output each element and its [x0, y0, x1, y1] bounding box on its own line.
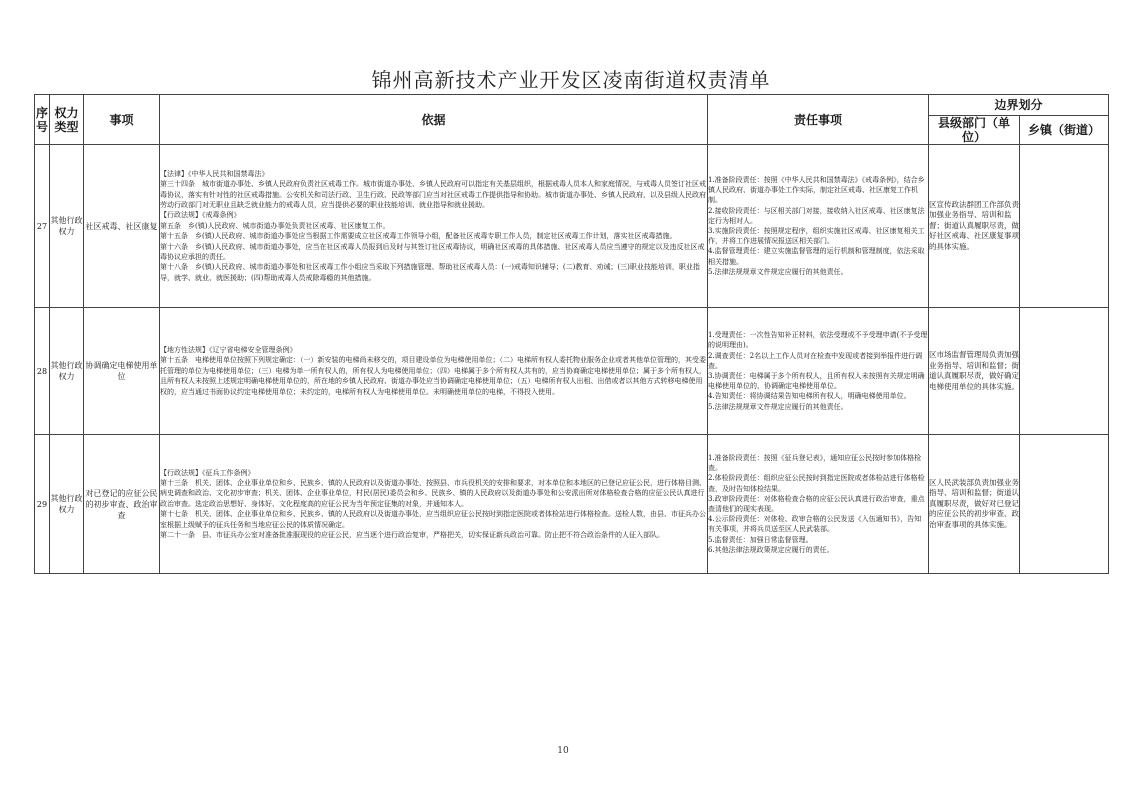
basis-line: 【法律】《中华人民共和国禁毒法》: [160, 169, 269, 178]
basis-line: 【行政法规】《征兵工作条例》: [160, 468, 255, 477]
table-row: [35, 435, 1109, 574]
responsibility-line: 1.准备阶段责任：按照《中华人民共和国禁毒法》《戒毒条例》，结合乡镇人民政府、街道办事处工作实际，制定社区戒毒、社区康复工作机制。: [708, 175, 925, 205]
responsibility-line: 5.法律法规规章文件规定应履行的其他责任。: [708, 267, 848, 276]
responsibility-line: 2.体检阶段责任：组织应征公民按时到指定医院或者体检站进行体格检查，及时告知体检结果。: [708, 474, 925, 493]
row-item: 协调确定电梯使用单位: [84, 308, 160, 435]
basis-line: 【地方性法规】《辽宁省电梯安全管理条例》: [160, 345, 297, 354]
row-town-boundary: [1020, 308, 1109, 435]
basis-line: 第三十四条 城市街道办事处、乡镇人民政府负责社区戒毒工作。城市街道办事处、乡镇人民政府可以指定有关基层组织，根据戒毒人员本人和家庭情况，与戒毒人员签订社区戒毒协议，落实有针对性的社区戒毒措施。公安机关和司法行政、卫生行政、民政等部门应当对社区戒毒工作提供指导和协助。城市街道办事处、乡镇人民政府，以及县级人民政府劳动行政部门对无职业且缺乏就业能力的戒毒人员，应当提供必要的职业技能培训、就业指导和就业援助。: [160, 180, 706, 209]
responsibility-line: 4.公示阶段责任：对体检、政审合格的公民发送《入伍通知书》，告知有关事项，并将兵员送至区人民武装部。: [708, 515, 922, 534]
row-basis: [160, 308, 708, 435]
responsibility-line: 3.协调责任：电梯属于多个所有权人，且所有权人未按照有关规定明确电梯使用单位的，协调确定电梯使用单位。: [708, 372, 925, 391]
row-town-boundary: [1020, 435, 1109, 574]
responsibility-line: 4.监督管理责任：建立实施监督管理的运行机制和管理制度，依法采取相关措施。: [708, 247, 925, 266]
header-responsibility: 责任事项: [708, 95, 929, 145]
table-row: [35, 145, 1109, 308]
basis-line: 第十六条 乡(镇)人民政府、城市街道办事处，应当在社区戒毒人员报到后及时与其签订社区戒毒协议，明确社区戒毒的具体措施、社区戒毒人员应当遵守的规定以及违反社区戒毒协议应承担的责任。: [160, 242, 705, 262]
basis-line: 第十八条 乡(镇)人民政府、城市街道办事处和社区戒毒工作小组应当采取下列措施管理、帮助社区戒毒人员：(一)戒毒知识辅导；(二)教育、劝诫；(三)职业技能培训，职业指导，就学、就业、就医援助；(四)帮助戒毒人员戒除毒瘾的其他措施。: [160, 263, 700, 282]
basis-line: 第十五条 电梯使用单位按照下列规定确定：（一）新安装的电梯尚未移交的，项目建设单位为电梯使用单位；（二）电梯所有权人委托物业服务企业或者其他单位管理的，其受委托管理的单位为电梯使用单位；（三）电梯为单一所有权人的，所有权人为电梯使用单位；（四）电梯属于多个所有权人共有的，应当协商确定电梯使用单位；属于多个所有权人，且所有权人未按照上述规定明确电梯使用单位的，所在地的乡镇人民政府、街道办事处应当协调确定电梯使用单位；（五）电梯所有权人出租、出借或者以其他方式转移电梯使用权的，应当通过书面协议约定电梯使用单位；未约定的，电梯所有权人为电梯使用单位。未明确使用单位的电梯，不得投入使用。: [160, 356, 706, 396]
row-responsibility: [708, 308, 929, 435]
row-county-boundary: 区市场监督管理局负责加强业务指导、培训和监督；街道认真履职尽责，做好确定电梯使用单位的具体实施。: [929, 308, 1020, 435]
responsibility-line: 5.监督责任：加强日常监督管理。: [708, 535, 813, 544]
header-basis: 依据: [160, 95, 708, 145]
row-power-type: 其他行政权力: [50, 435, 84, 574]
table-row: [35, 308, 1109, 435]
header-item: 事项: [84, 95, 160, 145]
responsibility-line: 3.政审阶段责任：对体格检查合格的应征公民认真进行政治审查，重点查清他们的现实表现。: [708, 494, 925, 513]
row-item: 社区戒毒、社区康复: [84, 145, 160, 308]
basis-line: 第十五条 乡(镇)人民政府、城市街道办事处应当根据工作需要成立社区戒毒工作领导小组，配备社区戒毒专职工作人员，制定社区戒毒工作计划，落实社区戒毒措施。: [160, 232, 677, 241]
row-seq: 27: [35, 145, 50, 308]
header-seq: 序号: [35, 95, 50, 145]
responsibility-line: 1.受理责任：一次性告知补正材料，依法受理或不予受理申请(不予受理的说明理由)。: [708, 331, 928, 350]
row-responsibility: [708, 145, 929, 308]
row-power-type: 其他行政权力: [50, 145, 84, 308]
header-type: 权力类型: [50, 95, 84, 145]
row-county-boundary: 区人民武装部负责加强业务指导、培训和监督；街道认真履职尽责，做好对已登记的应征公民的初步审查、政治审查事项的具体实施。: [929, 435, 1020, 574]
responsibility-line: 1.准备阶段责任：按照《征兵登记表》，通知应征公民按时参加体格检查。: [708, 453, 922, 473]
basis-line: 第十七条 机关、团体、企业事业单位和乡、民族乡、镇的人民政府以及街道办事处，应当组织应征公民按时到指定医院或者体检站进行体格检查。送检人数，由县、市征兵办公室根据上级赋予的征兵任务和当地应征公民的体质情况确定。: [160, 510, 706, 529]
row-town-boundary: [1020, 145, 1109, 308]
row-seq: 29: [35, 435, 50, 574]
responsibility-table: [34, 94, 1109, 574]
row-item: 对已登记的应征公民的初步审查、政治审查: [84, 435, 160, 574]
page-number: 10: [557, 746, 569, 756]
basis-line: 第十三条 机关、团体、企业事业单位和乡、民族乡、镇的人民政府以及街道办事处，按照县、市兵役机关的安排和要求，对本单位和本地区的已登记应征公民，进行体格目测、病史调查和政治、文化初步审查；机关、团体、企业事业单位，村民(居民)委员会和乡、民族乡、镇的人民政府以及街道办事处和公安派出所对体格检查合格的应征公民认真进行政治审查。选定政治思想好、身体好、文化程度高的应征公民为当年预定征集的对象，并通知本人。: [160, 478, 706, 508]
row-basis: [160, 145, 708, 308]
responsibility-line: 3.实施阶段责任：按照规定程序，组织实施社区戒毒、社区康复相关工作，并将工作进展情况报送区相关部门。: [708, 227, 925, 246]
basis-line: 第五条 乡(镇)人民政府、城市街道办事处负责社区戒毒、社区康复工作。: [160, 221, 390, 230]
row-seq: 28: [35, 308, 50, 435]
header-boundary: 边界划分: [929, 95, 1109, 116]
responsibility-line: 2.调查责任：2名以上工作人员对在检查中发现或者接到举报件进行调查。: [708, 351, 923, 370]
header-county: 县级部门（单位）: [929, 116, 1020, 145]
responsibility-line: 5.法律法规规章文件规定应履行的其他责任。: [708, 402, 848, 411]
row-power-type: 其他行政权力: [50, 308, 84, 435]
responsibility-line: 2.接收阶段责任：与区相关部门对接，接收纳入社区戒毒、社区康复法定行为相对人。: [708, 206, 925, 225]
header-town: 乡镇（街道）: [1020, 116, 1109, 145]
row-basis: [160, 435, 708, 574]
basis-line: 【行政法规】《戒毒条例》: [160, 211, 241, 220]
row-county-boundary: 区宣传政法群团工作部负责加强业务指导、培训和监督；街道认真履职尽责，做好社区戒毒、社区康复事项的具体实施。: [929, 145, 1020, 308]
basis-line: 第二十一条 县、市征兵办公室对准备批准服现役的应征公民，应当逐个进行政治复审，严格把关，切实保证新兵政治可靠。防止把不符合政治条件的人征入部队。: [160, 531, 664, 540]
responsibility-line: 4.告知责任：将协调结果告知电梯所有权人，明确电梯使用单位。: [708, 392, 911, 401]
row-responsibility: [708, 435, 929, 574]
page-title: 锦州高新技术产业开发区凌南街道权责清单: [371, 68, 771, 92]
responsibility-line: 6.其他法律法规政策规定应履行的责任。: [708, 545, 834, 554]
